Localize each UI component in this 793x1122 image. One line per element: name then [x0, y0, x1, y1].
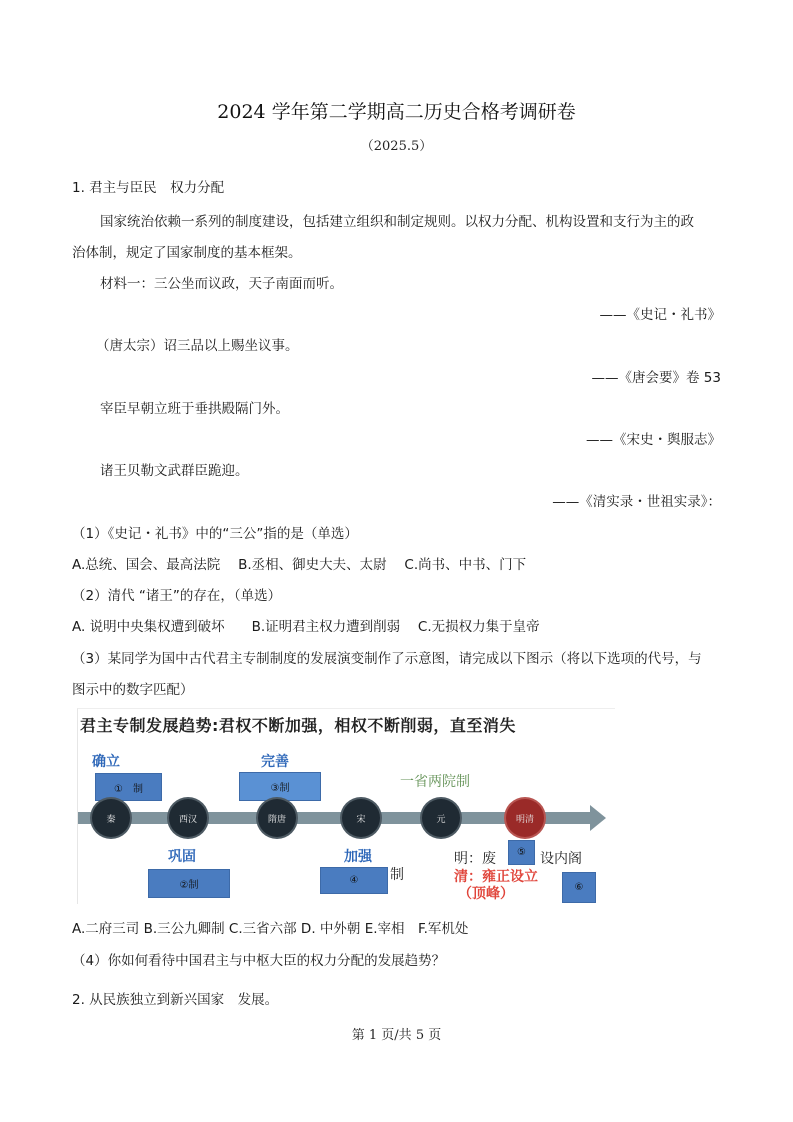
material-2-source: ——《唐会要》卷 53 [591, 370, 721, 386]
section1-heading: 1. 君主与臣民 权力分配 [72, 180, 225, 196]
node-ming-qing: 明清 [506, 799, 544, 837]
question-3-options: A.二府三司 B.三公九卿制 C.三省六部 D. 中外朝 E.宰相 F.军机处 [72, 921, 469, 937]
blank-box-1[interactable]: ① 制 [95, 773, 162, 801]
material-4-text: 诸王贝勒文武群臣跪迎。 [100, 463, 249, 479]
exam-date: （2025.5） [360, 139, 433, 154]
intro-line-2: 治体制，规定了国家制度的基本框架。 [72, 245, 302, 261]
blank-box-5[interactable]: ⑤ [508, 840, 535, 865]
node-song: 宋 [342, 799, 380, 837]
question-3-prompt-line-2: 图示中的数字匹配） [72, 682, 194, 698]
material-1-text: 材料一：三公坐而议政，天子南面而听。 [100, 276, 343, 292]
page-number: 第 1 页/共 5 页 [351, 1028, 442, 1043]
question-1-prompt: （1）《史记・礼书》中的“三公”指的是（单选） [72, 526, 358, 542]
stage-established: 确立 [92, 754, 120, 770]
stage-consolidated: 巩固 [168, 849, 196, 865]
node-western-han: 西汉 [169, 799, 207, 837]
material-4-source: ——《清实录・世祖实录》： [552, 494, 721, 510]
autocracy-timeline-diagram [77, 708, 615, 904]
qing-peak-text: （顶峰） [458, 886, 514, 902]
node-sui-tang: 隋唐 [258, 799, 296, 837]
material-3-source: ——《宋史・舆服志》 [586, 432, 721, 448]
timeline-arrow-icon [590, 805, 606, 831]
exam-title: 2024 学年第二学期高二历史合格考调研卷 [217, 101, 576, 123]
blank-box-6[interactable]: ⑥ [562, 872, 596, 903]
node-qin: 秦 [92, 799, 130, 837]
yuan-system-label: 一省两院制 [400, 774, 470, 790]
section2-heading: 2. 从民族独立到新兴国家 发展。 [72, 992, 279, 1008]
ming-suffix-text: 设内阁 [540, 851, 582, 867]
question-4-prompt: （4）你如何看待中国君主与中枢大臣的权力分配的发展趋势？ [72, 953, 446, 969]
stage-strengthened: 加强 [344, 849, 372, 865]
blank-box-4[interactable]: ④ [320, 867, 388, 894]
question-2-prompt: （2）清代 “诸王”的存在，（单选） [72, 588, 282, 604]
question-3-prompt-line-1: （3）某同学为国中古代君主专制制度的发展演变制作了示意图，请完成以下图示（将以下选项的代号，与 [72, 651, 702, 667]
question-2-options: A. 说明中央集权遭到破坏 B.证明君主权力遭到削弱 C.无损权力集于皇帝 [72, 619, 540, 635]
qing-text: 清：雍正设立 [454, 869, 538, 885]
node-yuan: 元 [422, 799, 460, 837]
question-1-options: A.总统、国会、最高法院 B.丞相、御史大夫、太尉 C.尚书、中书、门下 [72, 557, 527, 573]
song-system-suffix: 制 [390, 867, 404, 883]
ming-prefix-text: 明：废 [454, 851, 496, 867]
material-1-source: ——《史记・礼书》 [599, 307, 721, 323]
material-3-text: 宰臣早朝立班于垂拱殿隔门外。 [100, 401, 289, 417]
stage-perfected: 完善 [261, 754, 289, 770]
blank-box-3[interactable]: ③制 [239, 772, 321, 801]
blank-box-2[interactable]: ②制 [148, 869, 230, 898]
material-2-text: （唐太宗）诏三品以上赐坐议事。 [96, 338, 299, 354]
diagram-title: 君主专制发展趋势:君权不断加强，相权不断削弱，直至消失 [80, 716, 516, 735]
intro-line-1: 国家统治依赖一系列的制度建设，包括建立组织和制定规则。以权力分配、机构设置和支行为主的政 [100, 214, 694, 230]
